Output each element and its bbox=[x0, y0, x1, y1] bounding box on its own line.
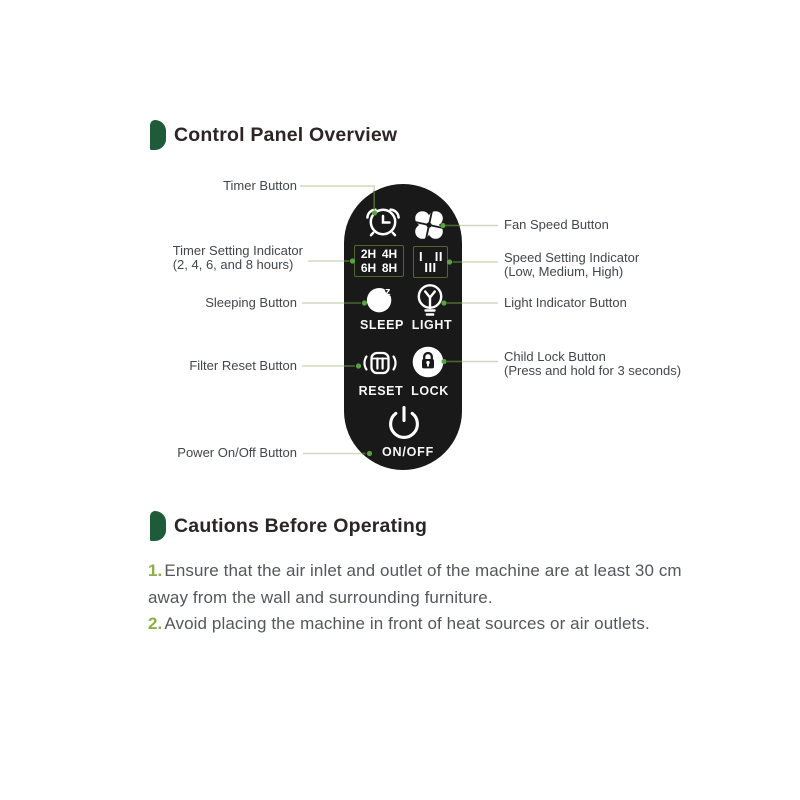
speed-level-display bbox=[413, 246, 448, 278]
child-lock-button-label bbox=[504, 350, 681, 377]
power-onoff-button-label: Power On/Off Button bbox=[177, 445, 297, 460]
overview-title: Control Panel Overview bbox=[174, 123, 398, 146]
caution-text: Ensure that the air inlet and outlet of the machine are at least 30 cm away from the wall and surrounding furniture. bbox=[148, 561, 682, 607]
speed-level-high: III bbox=[424, 260, 437, 275]
caution-text: Avoid placing the machine in front of heat sources or air outlets. bbox=[164, 614, 650, 634]
caution-item bbox=[148, 611, 708, 638]
speed-level-low: I bbox=[419, 249, 424, 264]
timer-button-label: Timer Button bbox=[223, 178, 297, 193]
reset-label: RESET bbox=[358, 384, 404, 398]
speed-setting-indicator-label bbox=[504, 251, 639, 278]
control-panel bbox=[344, 184, 462, 470]
timer-hour-8h: 8H bbox=[381, 260, 398, 275]
filter-reset-button-label: Filter Reset Button bbox=[189, 358, 297, 373]
section-marker-icon bbox=[150, 120, 166, 150]
sleep-label: SLEEP bbox=[360, 318, 404, 332]
lock-label: LOCK bbox=[411, 384, 449, 398]
onoff-label: ON/OFF bbox=[381, 445, 435, 459]
alarm-clock-icon bbox=[361, 201, 405, 241]
child-lock-button-label-line1: Child Lock Button bbox=[504, 349, 606, 364]
speed-setting-indicator-label-line2: (Low, Medium, High) bbox=[504, 263, 624, 279]
timer-setting-indicator-label-line2: (2, 4, 6, and 8 hours) bbox=[172, 256, 294, 272]
svg-text:z: z bbox=[385, 286, 391, 298]
padlock-icon bbox=[411, 345, 445, 379]
fan-icon bbox=[411, 207, 447, 243]
light-label: LIGHT bbox=[411, 318, 453, 332]
cautions-list bbox=[148, 558, 708, 638]
timer-hour-2h: 2H bbox=[360, 246, 377, 261]
power-icon bbox=[382, 402, 426, 446]
crescent-moon-icon bbox=[358, 279, 400, 321]
light-indicator-button-label: Light Indicator Button bbox=[504, 295, 627, 310]
cautions-heading bbox=[150, 511, 427, 541]
speed-setting-indicator-label-line1: Speed Setting Indicator bbox=[504, 250, 640, 265]
section-marker-icon bbox=[150, 511, 166, 541]
light-bulb-icon bbox=[412, 280, 448, 322]
timer-hours-display bbox=[354, 245, 404, 277]
speed-level-medium: II bbox=[434, 249, 443, 264]
caution-number: 2. bbox=[148, 614, 163, 634]
timer-setting-indicator-label bbox=[173, 244, 303, 271]
timer-setting-indicator-label-line1: Timer Setting Indicator bbox=[172, 243, 303, 258]
caution-number: 1. bbox=[148, 561, 163, 580]
child-lock-button-label-line2: (Press and hold for 3 seconds) bbox=[504, 362, 682, 378]
cautions-title: Cautions Before Operating bbox=[174, 514, 428, 537]
sleeping-button-label: Sleeping Button bbox=[205, 295, 297, 310]
fan-speed-button-label: Fan Speed Button bbox=[504, 217, 609, 232]
timer-hour-4h: 4H bbox=[381, 246, 398, 261]
timer-hour-6h: 6H bbox=[360, 260, 377, 275]
filter-icon bbox=[357, 344, 403, 382]
caution-item bbox=[148, 558, 708, 611]
overview-heading bbox=[150, 120, 397, 150]
